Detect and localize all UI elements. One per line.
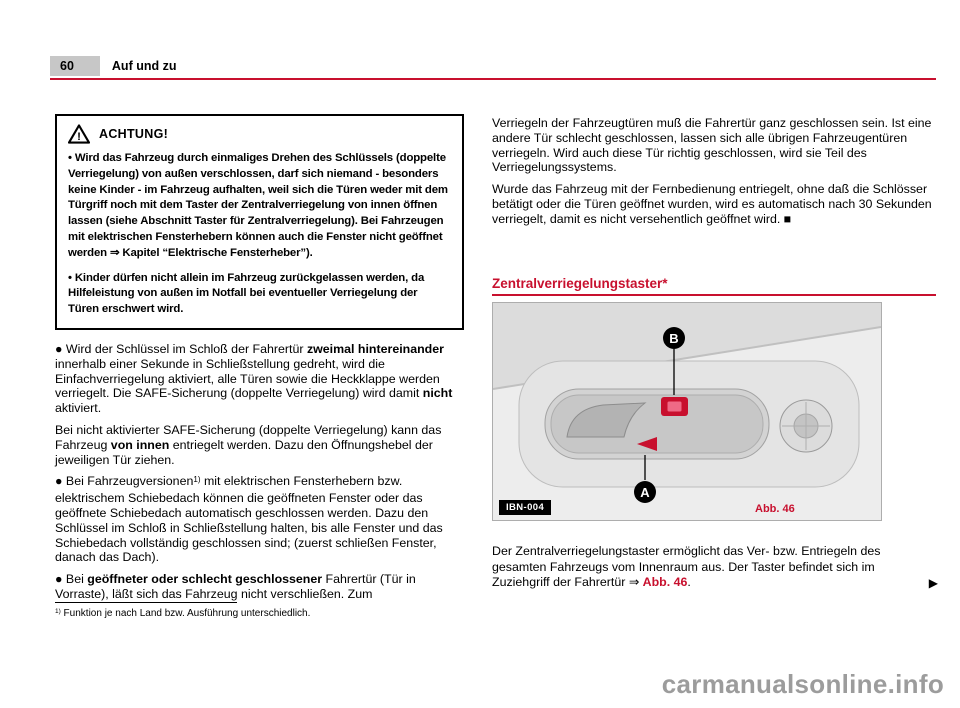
footnote (55, 602, 467, 619)
figure-caption: Abb. 46 (755, 503, 795, 515)
right-column-body (492, 116, 938, 234)
section-heading: Zentralverriegelungstaster* (492, 276, 668, 291)
warning-box (55, 114, 464, 330)
paragraph: ● Bei geöffneter oder schlecht geschlossener Fahrertür (Tür in Vorraste), läßt sich das Fahrzeug nicht verschließen. Zum (55, 572, 416, 601)
paragraph: ● Wird der Schlüssel im Schloß der Fahrertür zweimal hintereinander innerhalb einer Sekunde in Schließstellung gedreht, wird die Einfachverriegelung aktiviert, alle Türen sowie die Heckklappe werden verriegelt. Die SAFE-Sicherung (doppelte Verriegelung) wird damit nicht aktiviert. (55, 342, 453, 416)
paragraph: Wurde das Fahrzeug mit der Fernbedienung entriegelt, ohne daß die Schlösser betätigt oder die Türen geöffnet wurden, wird es automatisch nach 30 Sekunden verriegelt, damit es nicht versehentlich geöffnet wird. ■ (492, 182, 932, 226)
figure-code-label: IBN-004 (499, 500, 551, 515)
page-header (50, 56, 176, 76)
footnote-rule (55, 602, 237, 603)
heading-rule (492, 294, 936, 296)
warning-bullet: • Kinder dürfen nicht allein im Fahrzeug zurückgelassen werden, da Hilfeleistung von außen im Notfall bei eventueller Verriegelung der Türen erschwert wird. (68, 271, 425, 316)
paragraph: ● Bei Fahrzeugversionen$^{1)}$ mit elektrischen Fensterhebern bzw. elektrischem Schiebedach können die geöffneten Fenster oder das geöffnete Schiebedach automatisch geschlossen werden. Dazu den Schlüssel im Schloß in Schließstellung halten, bis alle Fenster und das Schiebedach vollständig geschlossen sind; (zuerst schließen Fenster, danach das Dach). (55, 474, 443, 565)
warning-title: ACHTUNG! (99, 127, 169, 141)
header-rule (50, 78, 936, 80)
svg-text:B: B (669, 331, 679, 346)
door-handle-figure (492, 302, 882, 521)
svg-text:!: ! (77, 131, 81, 144)
closing-paragraph: Der Zentralverriegelungstaster ermöglicht das Ver- bzw. Entriegeln des gesamten Fahrzeugs vom Innenraum aus. Der Taster befindet sich im Zuziehgriff der Fahrertür ⇒ Abb. 46. (492, 544, 881, 590)
paragraph: Verriegeln der Fahrzeugtüren muß die Fahrertür ganz geschlossen sein. Ist eine andere Tür schlecht geschlossen, lassen sich alle übrigen Fahrzeugentüren verriegeln. Wird auch diese Tür richtig geschlossen, wird sie Teil des Verriegelungssystems. (492, 116, 932, 175)
footnote-text: $^{1)}$ Funktion je nach Land bzw. Ausführung unterschiedlich. (55, 608, 311, 619)
warning-title-row (68, 124, 451, 144)
page-number: 60 (50, 56, 100, 76)
warning-bullet: • Wird das Fahrzeug durch einmaliges Drehen des Schlüssels (doppelte Verriegelung) von außen verschlossen, darf sich niemand - besonders keine Kinder - im Fahrzeug aufhalten, weil sich die Türen weder mit dem Türgriff noch mit dem Taster der Zentralverriegelung von innen öffnen lassen (siehe Abschnitt Taster für Zentralverriegelung). Bei Fahrzeugen mit elektrischen Fensterhebern können auch die Fenster nicht geöffnet werden ⇒ Kapitel “Elektrische Fensterheber”). (68, 152, 448, 259)
paragraph: Bei nicht aktivierter SAFE-Sicherung (doppelte Verriegelung) kann das Fahrzeug von innen entriegelt werden. Dazu den Öffnungshebel der jeweiligen Tür ziehen. (55, 422, 442, 467)
continue-arrow-icon: ▶ (928, 576, 938, 590)
watermark: carmanualsonline.info (661, 669, 944, 699)
left-column-body (55, 342, 467, 609)
warning-triangle-icon (68, 124, 90, 144)
door-illustration (493, 303, 881, 520)
section-title: Auf und zu (111, 59, 177, 73)
svg-text:A: A (640, 485, 650, 500)
